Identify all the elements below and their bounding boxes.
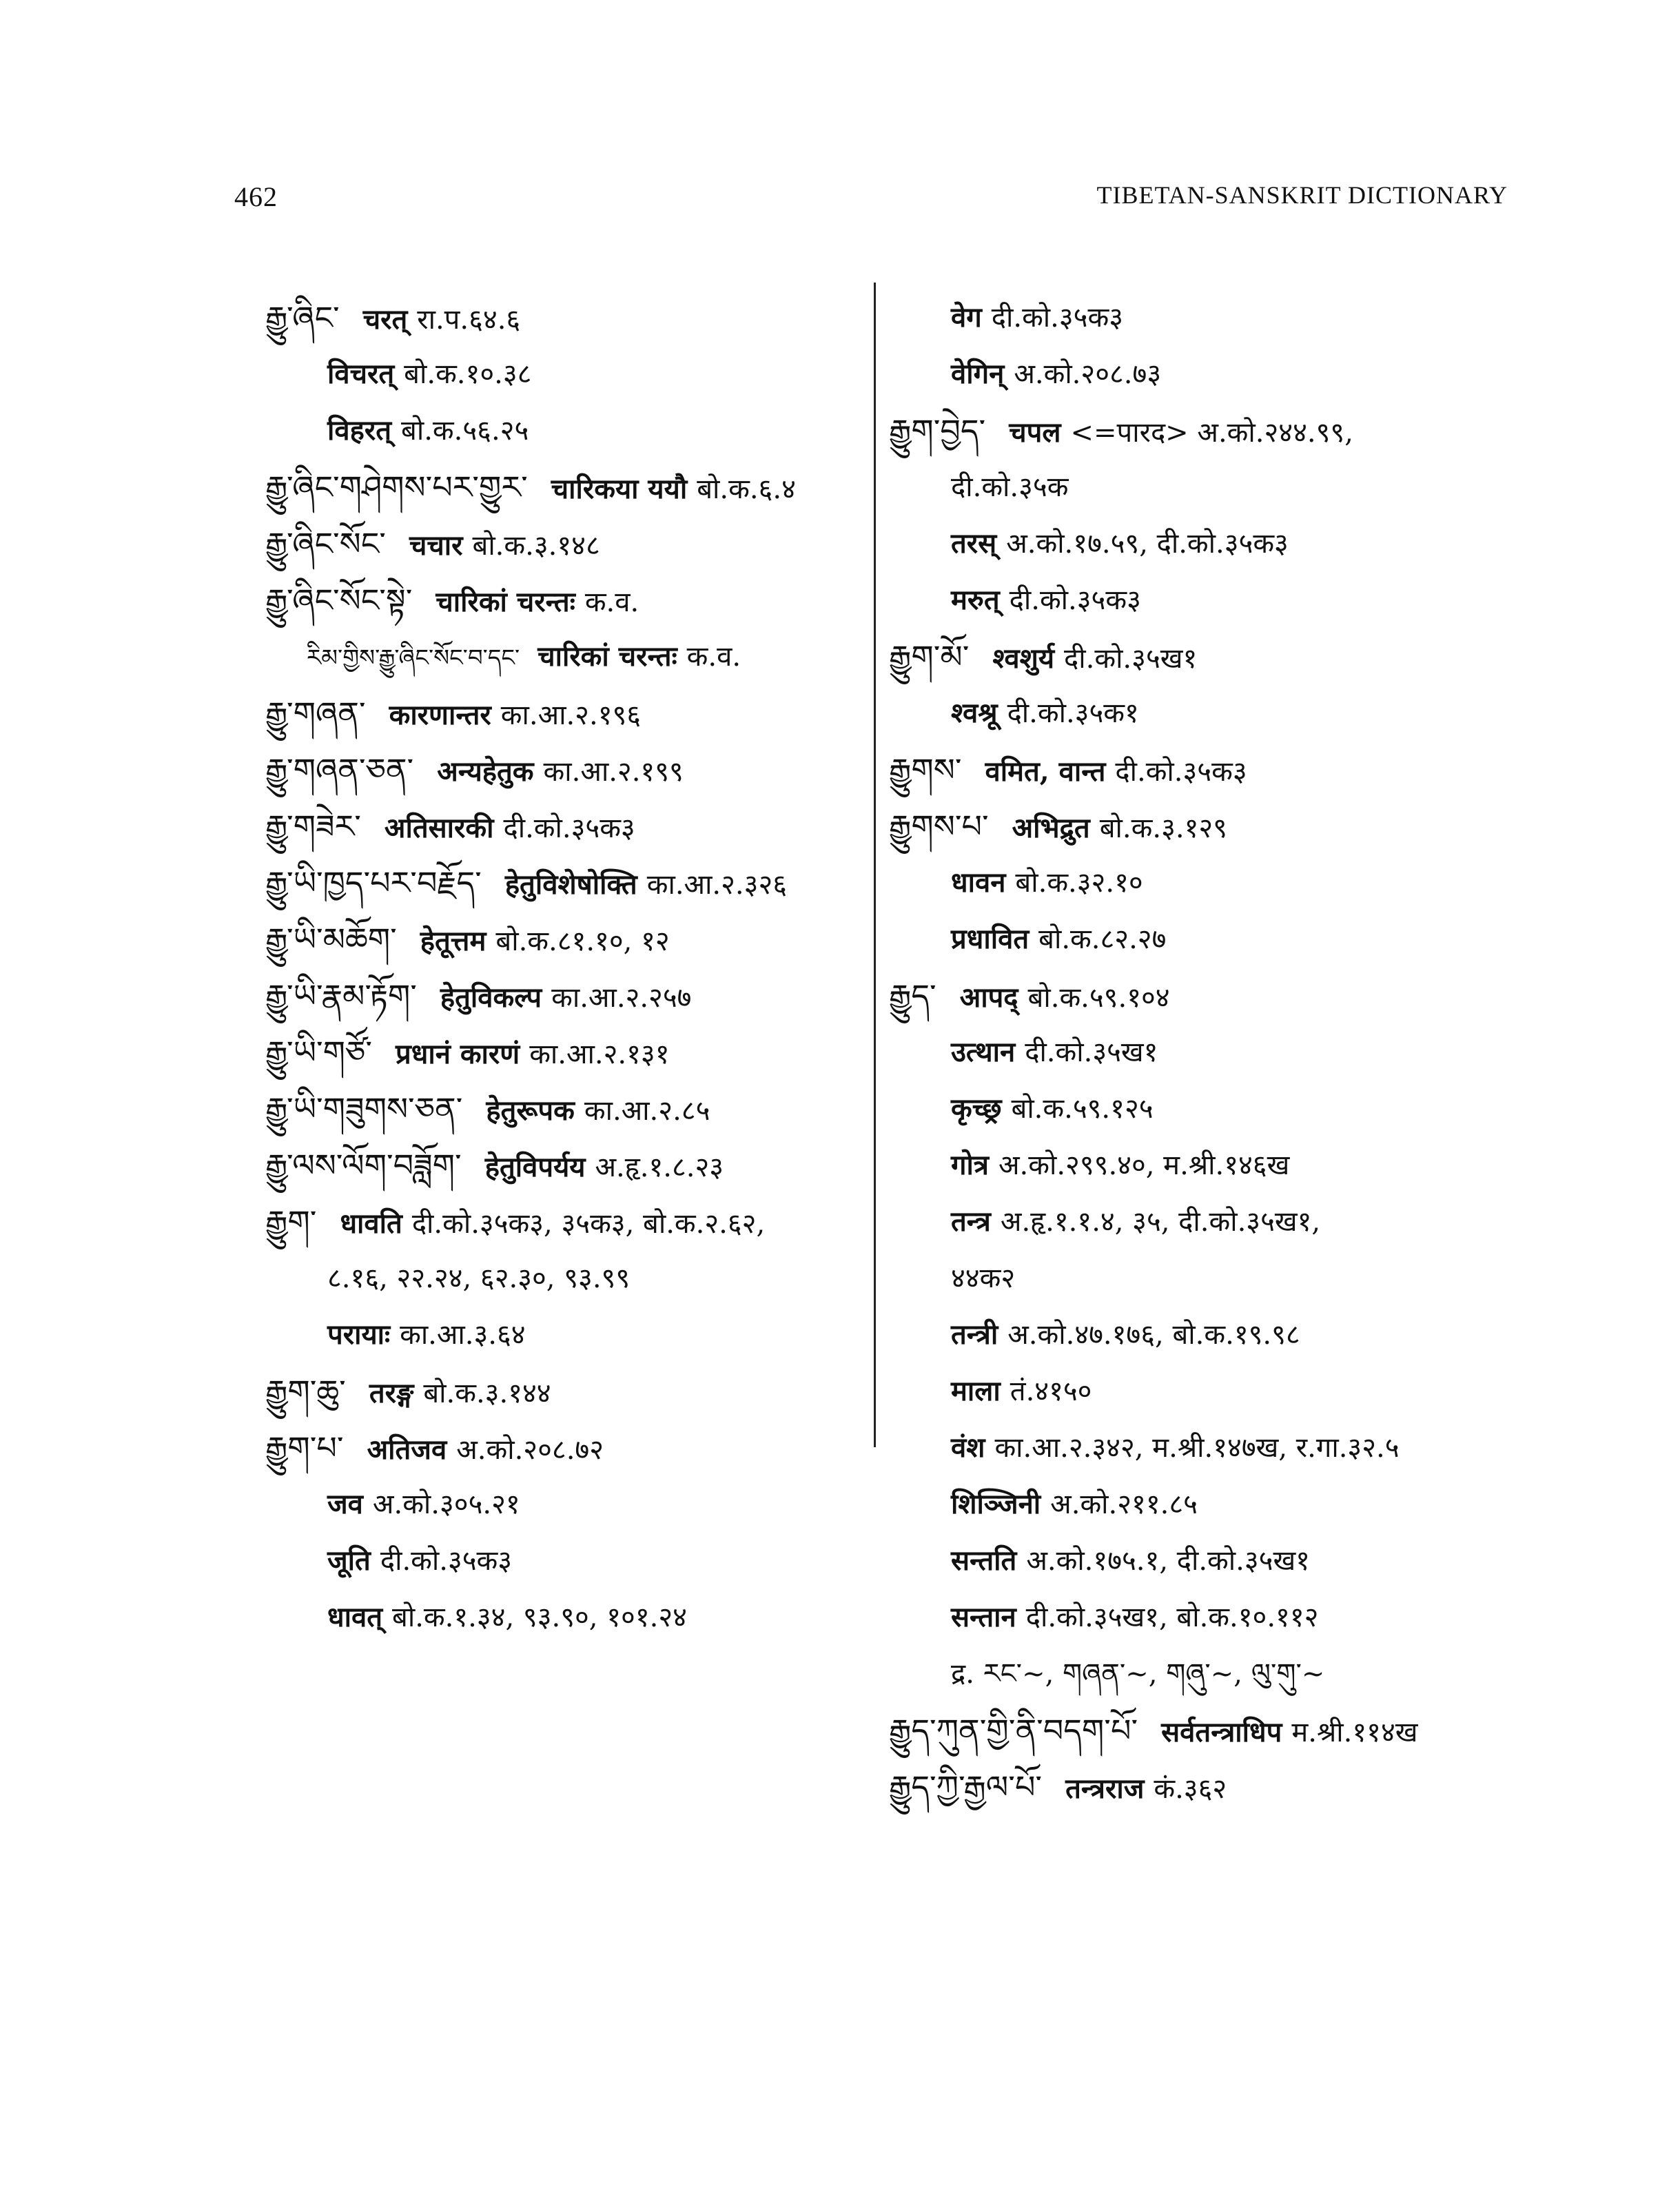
dictionary-entry-line (265, 1420, 858, 1476)
dictionary-entry-line (889, 798, 1523, 855)
sanskrit-equivalent: विहरत् (327, 414, 391, 447)
source-reference: दी.को.३५ख१ (1064, 643, 1198, 675)
source-reference: दी.को.३५ख१, बो.क.१०.११२ (1025, 1602, 1319, 1633)
dictionary-entry-line (265, 515, 858, 572)
tibetan-headword: རྒྱུག་པ་ (265, 1429, 344, 1467)
dictionary-entry-line (889, 742, 1523, 798)
tibetan-headword: རྒྱུ་ཞིང་སོང་ (265, 525, 386, 562)
tibetan-headword: རྒྱུ་ཡི་རྣམ་རྟོག་ (265, 977, 417, 1014)
source-reference: अ.को.४७.१७६, बो.क.१९.९८ (1007, 1319, 1300, 1351)
source-reference: बो.क.५६.२५ (401, 415, 529, 447)
tibetan-headword: རྒྱུད་ཀུན་གྱི་ནི་བདག་པོ་ (889, 1712, 1138, 1749)
sanskrit-equivalent: वेग (951, 301, 982, 334)
source-reference: अ.को.२०८.७२ (456, 1434, 604, 1466)
dictionary-entry-line (265, 1476, 858, 1533)
dictionary-entry-line (889, 1702, 1523, 1759)
source-reference: म.श्री.११४ख (1291, 1717, 1418, 1748)
dictionary-entry-line (265, 798, 858, 855)
tibetan-headword: རྒྱུག་མོ་ (889, 638, 970, 675)
source-reference: का.आ.२.३२६ (646, 869, 788, 901)
source-reference: बो.क.८२.२७ (1038, 923, 1167, 955)
sanskrit-equivalent: तरस् (951, 527, 997, 560)
sanskrit-equivalent: श्वशुर्य (992, 642, 1055, 675)
sanskrit-equivalent: अतिसारकी (384, 812, 494, 844)
source-reference: <=पारद> अ.को.२४४.९९, (1070, 417, 1353, 449)
source-reference: ८.१६, २२.२४, ६२.३०, ९३.९९ (327, 1263, 631, 1294)
dictionary-entry-line (889, 1081, 1523, 1137)
sanskrit-equivalent: तरङ्ग (369, 1377, 414, 1409)
dictionary-entry-line (889, 1589, 1523, 1646)
tibetan-headword: རྒྱུག་ (265, 1203, 317, 1240)
tibetan-headword: རྒྱུ་གཞན་ཅན་ (265, 751, 414, 788)
tibetan-headword: རྒྱུ་ཞིང་སོང་སྟེ་ (265, 582, 413, 619)
sanskrit-equivalent: अतिजव (367, 1433, 447, 1466)
sanskrit-equivalent: हेतुविपर्यय (484, 1151, 586, 1183)
source-reference: अ.हृ.१.८.२३ (595, 1152, 724, 1183)
sanskrit-equivalent: आपद् (959, 981, 1018, 1014)
tibetan-headword: རྒྱུགས་ (889, 751, 962, 788)
sanskrit-equivalent: वंश (951, 1431, 985, 1464)
sanskrit-equivalent: अभिद्रुत (1012, 812, 1090, 844)
sanskrit-equivalent: चचार (409, 529, 463, 562)
dictionary-entry-line (265, 1307, 858, 1363)
source-reference: का.आ.२.३४२, म.श्री.१४७ख, र.गा.३२.५ (994, 1432, 1400, 1464)
dictionary-entry-line (889, 855, 1523, 911)
dictionary-entry-line (265, 1533, 858, 1589)
sanskrit-equivalent: धावति (340, 1207, 402, 1240)
sanskrit-equivalent: जव (327, 1488, 363, 1520)
sanskrit-equivalent: वमित, वान्त (985, 755, 1106, 788)
dictionary-entry-line (265, 289, 858, 346)
sanskrit-equivalent: प्रधानं कारणं (395, 1038, 520, 1070)
source-reference: बो.क.१०.३८ (404, 358, 532, 390)
tibetan-headword: རྒྱུགས་པ་ (889, 808, 989, 845)
source-reference: का.आ.२.१३१ (529, 1039, 670, 1070)
left-column (265, 289, 858, 1646)
tibetan-headword: རྒྱུ་གཟེར་ (265, 808, 361, 845)
dictionary-entry-line (265, 1194, 858, 1250)
sanskrit-equivalent: गोत्र (951, 1149, 989, 1181)
running-title: TIBETAN-SANSKRIT DICTIONARY (1096, 181, 1508, 209)
source-reference: दी.को.३५क३ (1009, 584, 1141, 616)
source-reference: कं.३६२ (1154, 1773, 1227, 1805)
dictionary-entry-line (889, 629, 1523, 685)
source-reference: दी.को.३५क३ (991, 302, 1123, 334)
tibetan-headword: རྒྱུག་ཆུ་ (265, 1373, 346, 1410)
dictionary-entry-line (889, 1250, 1523, 1307)
dictionary-entry-line (265, 855, 858, 911)
source-reference: दी.को.३५ख१ (1025, 1036, 1158, 1068)
dictionary-entry-line (889, 572, 1523, 629)
tibetan-headword: རྒྱུ་ཞིང་གཤེགས་པར་གྱུར་ (265, 469, 528, 506)
tibetan-headword: རྒྱུག་བྱེད་ (889, 412, 986, 449)
dictionary-entry-line (889, 1646, 1523, 1702)
tibetan-headword: རྒྱུད་ཀྱི་རྒྱལ་པོ་ (889, 1768, 1043, 1806)
dictionary-entry-line (265, 572, 858, 629)
dictionary-entry-line (889, 1420, 1523, 1476)
source-reference: बो.क.५९.१०४ (1027, 982, 1170, 1014)
sanskrit-equivalent: कारणान्तर (389, 699, 491, 731)
sanskrit-equivalent: चपल (1009, 416, 1061, 449)
source-reference: बो.क.३२.१० (1015, 867, 1143, 899)
source-reference: बो.क.३.१४४ (423, 1378, 551, 1409)
sanskrit-equivalent: सन्तति (951, 1544, 1017, 1577)
dictionary-entry-line (265, 1137, 858, 1194)
dictionary-entry-line (889, 1476, 1523, 1533)
source-reference: दी.को.३५क१ (1007, 697, 1139, 729)
dictionary-entry-line (265, 1024, 858, 1081)
dictionary-entry-line (889, 459, 1523, 515)
source-reference: दी.को.३५क३ (380, 1545, 513, 1577)
sanskrit-equivalent: मरुत् (951, 584, 1000, 616)
sanskrit-equivalent: धावन (951, 866, 1006, 899)
source-reference: अ.को.२९९.४०, म.श्री.१४६ख (998, 1149, 1290, 1181)
sanskrit-equivalent: तन्त्रराज (1065, 1772, 1145, 1805)
dictionary-entry-line (889, 1533, 1523, 1589)
source-reference: दी.को.३५क३ (1115, 756, 1247, 788)
tibetan-headword: རྒྱུ་ཡི་མཆོག་ (265, 921, 397, 958)
source-reference: अ.को.२०८.७३ (1014, 358, 1162, 390)
dictionary-entry-line (889, 402, 1523, 459)
dictionary-entry-line (265, 629, 858, 685)
source-reference: क.व. (686, 641, 741, 673)
source-reference: द्र. རང་~, གཞན་~, གཞུ་~, ལུ་གུ་~ (951, 1658, 1325, 1690)
source-reference: का.आ.३.६४ (400, 1319, 526, 1351)
sanskrit-equivalent: हेतुविकल्प (440, 981, 542, 1014)
sanskrit-equivalent: चारिकया ययौ (551, 473, 688, 505)
sanskrit-equivalent: माला (951, 1375, 1001, 1407)
page-number: 462 (234, 181, 278, 212)
source-reference: बो.क.१.३४, ९३.९०, १०१.२४ (392, 1602, 687, 1633)
dictionary-entry-line (889, 346, 1523, 402)
dictionary-entry-line (889, 1307, 1523, 1363)
sanskrit-equivalent: सन्तान (951, 1601, 1016, 1633)
sanskrit-equivalent: उत्थान (951, 1036, 1016, 1068)
dictionary-entry-line (265, 459, 858, 515)
sanskrit-equivalent: चारिकां चरन्तः (436, 586, 575, 618)
tibetan-headword: རིམ་གྱིས་རྒྱུ་ཞིང་སོང་བ་དང་ (307, 644, 520, 672)
source-reference: तं.४१५० (1010, 1376, 1092, 1407)
tibetan-headword: རྒྱུད་ (889, 977, 936, 1014)
sanskrit-equivalent: प्रधावित (951, 923, 1029, 955)
sanskrit-equivalent: तन्त्री (951, 1318, 998, 1351)
dictionary-entry-line (265, 1081, 858, 1137)
dictionary-entry-line (889, 1194, 1523, 1250)
sanskrit-equivalent: जूति (327, 1544, 371, 1577)
sanskrit-equivalent: तन्त्र (951, 1205, 991, 1238)
dictionary-entry-line (265, 346, 858, 402)
sanskrit-equivalent: विचरत् (327, 358, 395, 390)
tibetan-headword: རྒྱུ་གཞན་ (265, 695, 366, 732)
dictionary-entry-line (889, 515, 1523, 572)
dictionary-entry-line (889, 1024, 1523, 1081)
sanskrit-equivalent: हेतुरूपक (486, 1094, 575, 1127)
dictionary-entry-line (265, 968, 858, 1024)
sanskrit-equivalent: धावत् (327, 1601, 382, 1633)
dictionary-entry-line (889, 1759, 1523, 1815)
tibetan-headword: རྒྱུ་ལས་ལོག་བཟློག་ (265, 1147, 462, 1184)
sanskrit-equivalent: शिञ्जिनी (951, 1488, 1041, 1520)
source-reference: का.आ.२.८५ (584, 1095, 710, 1127)
source-reference: दी.को.३५क३ (503, 813, 635, 844)
sanskrit-equivalent: श्वश्रू (951, 697, 998, 729)
dictionary-entry-line (265, 685, 858, 742)
source-reference: अ.को.२११.८५ (1050, 1489, 1198, 1520)
source-reference: ४४क२ (951, 1263, 1016, 1294)
sanskrit-equivalent: हेतूत्तम (420, 925, 486, 957)
dictionary-entry-line (265, 742, 858, 798)
source-reference: बो.क.६.४ (697, 473, 796, 505)
source-reference: बो.क.३.१४८ (472, 530, 600, 562)
sanskrit-equivalent: हेतुविशेषोक्ति (504, 868, 637, 901)
tibetan-headword: རྒྱུ་ཡི་གཟུགས་ཅན་ (265, 1090, 463, 1127)
dictionary-entry-line (889, 1363, 1523, 1420)
dictionary-entry-line (889, 289, 1523, 346)
source-reference: का.आ.२.२५७ (551, 982, 692, 1014)
source-reference: का.आ.२.१९९ (543, 756, 684, 788)
dictionary-entry-line (265, 402, 858, 459)
tibetan-headword: རྒྱུ་ཡི་གཙོ་ (265, 1034, 372, 1071)
source-reference: दी.को.३५क३, ३५क३, बो.क.२.६२, (411, 1208, 766, 1240)
sanskrit-equivalent: कृच्छ्र (951, 1092, 1002, 1125)
dictionary-entry-line (265, 1250, 858, 1307)
source-reference: अ.को.१७५.१, दी.को.३५ख१ (1026, 1545, 1310, 1577)
column-divider (874, 283, 876, 1447)
sanskrit-equivalent: परायाः (327, 1318, 391, 1351)
source-reference: दी.को.३५क (951, 471, 1069, 503)
dictionary-entry-line (265, 1363, 858, 1420)
right-column (889, 289, 1523, 1815)
source-reference: अ.को.३०५.२१ (372, 1489, 520, 1520)
sanskrit-equivalent: सर्वतन्त्राधिप (1161, 1716, 1282, 1748)
tibetan-headword: རྒྱུ་ཞིང་ (265, 299, 340, 336)
source-reference: क.व. (584, 586, 639, 618)
sanskrit-equivalent: वेगिन् (951, 358, 1005, 390)
sanskrit-equivalent: अन्यहेतुक (437, 755, 534, 788)
dictionary-entry-line (265, 1589, 858, 1646)
dictionary-entry-line (889, 1137, 1523, 1194)
source-reference: रा.प.६४.६ (417, 304, 521, 336)
source-reference: का.आ.२.१९६ (500, 699, 642, 731)
tibetan-headword: རྒྱུ་ཡི་ཁྱད་པར་བརྗོད་ (265, 864, 482, 901)
dictionary-entry-line (889, 685, 1523, 742)
source-reference: अ.हृ.१.१.४, ३५, दी.को.३५ख१, (1000, 1206, 1321, 1238)
source-reference: बो.क.३.१२९ (1099, 813, 1227, 844)
source-reference: बो.क.८१.१०, १२ (495, 926, 670, 957)
sanskrit-equivalent: चरत् (362, 303, 408, 336)
source-reference: बो.क.५९.१२५ (1011, 1093, 1154, 1125)
source-reference: अ.को.१७.५९, दी.को.३५क३ (1006, 528, 1289, 560)
dictionary-entry-line (889, 911, 1523, 968)
sanskrit-equivalent: चारिकां चरन्तः (537, 640, 677, 673)
dictionary-entry-line (265, 911, 858, 968)
dictionary-entry-line (889, 968, 1523, 1024)
